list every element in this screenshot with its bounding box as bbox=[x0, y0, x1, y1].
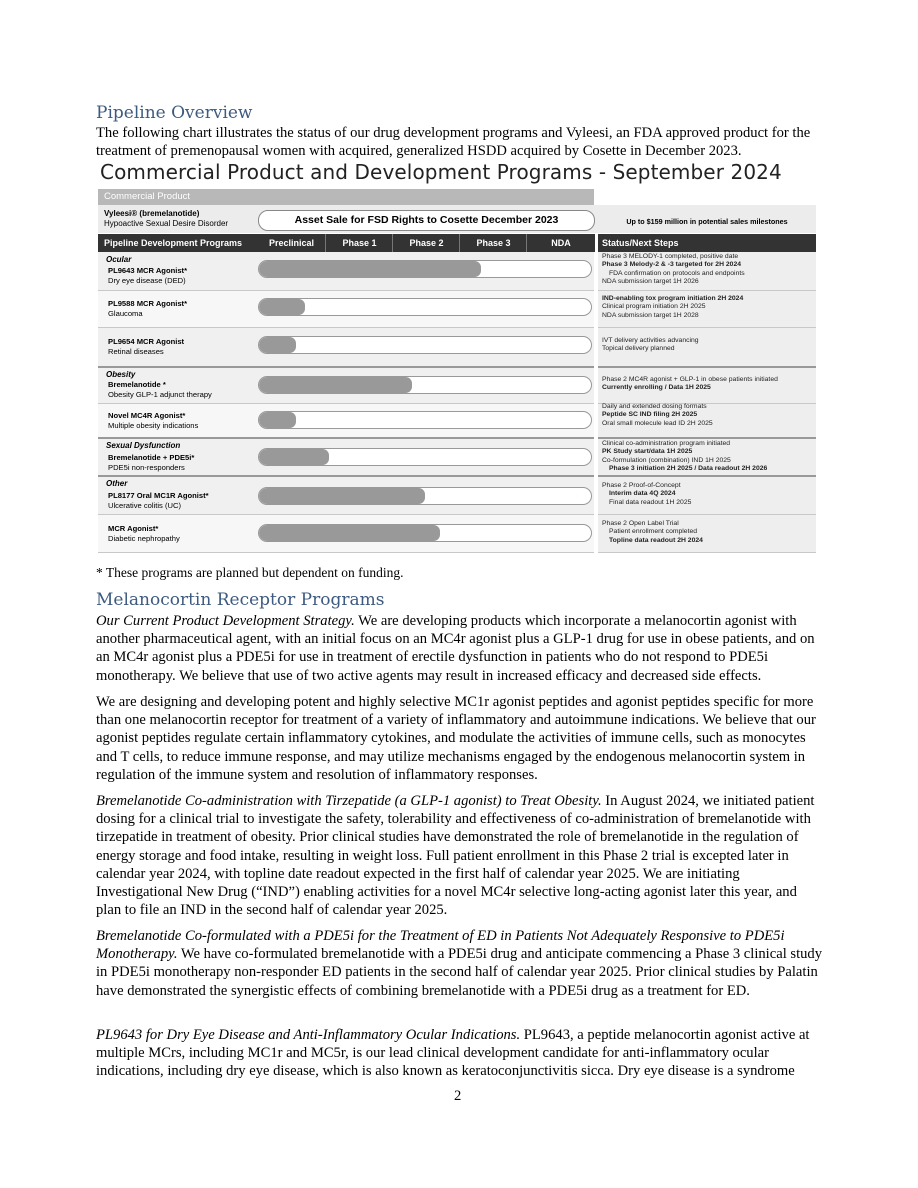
status-text-pl9654 bbox=[602, 337, 816, 354]
category-other: Other bbox=[106, 479, 128, 488]
status-line: Currently enrolling / Data 1H 2025 bbox=[602, 384, 711, 392]
status-line: Phase 3 initiation 2H 2025 / Data readout 2H 2026 bbox=[609, 465, 768, 473]
paragraph-pde5i bbox=[96, 927, 824, 1000]
progress-bar bbox=[259, 337, 296, 353]
status-line: Clinical program initiation 2H 2025 bbox=[602, 303, 706, 311]
header-preclinical: Preclinical bbox=[258, 234, 325, 252]
paragraph-tirzepatide bbox=[96, 792, 824, 919]
program-label bbox=[108, 380, 212, 400]
section-heading-melanocortin: Melanocortin Receptor Programs bbox=[96, 590, 385, 610]
program-name: PL9588 MCR Agonist* bbox=[108, 299, 188, 308]
status-text-mcr-agonist bbox=[602, 520, 816, 545]
sales-milestone-text: Up to $159 million in potential sales milestones bbox=[626, 217, 788, 226]
progress-track bbox=[258, 336, 592, 354]
program-name: PL8177 Oral MC1R Agonist* bbox=[108, 491, 209, 500]
paragraph-pl9643 bbox=[96, 1026, 824, 1081]
program-indication: Ulcerative colitis (UC) bbox=[108, 501, 181, 510]
header-status: Status/Next Steps bbox=[598, 234, 816, 252]
progress-bar bbox=[259, 449, 329, 465]
progress-bar bbox=[259, 299, 305, 315]
commercial-product-label bbox=[104, 209, 228, 229]
progress-track bbox=[258, 411, 592, 429]
status-line: FDA confirmation on protocols and endpoints bbox=[609, 269, 745, 277]
program-indication: Multiple obesity indications bbox=[108, 421, 199, 430]
status-line: Oral small molecule lead ID 2H 2025 bbox=[602, 419, 713, 427]
program-label bbox=[108, 411, 198, 431]
paragraph-body: In August 2024, we initiated patient dosing for a clinical trial to investigate the safety, tolerability and effectiveness of co-administration of bremelanotide with tirzepatide in treatment of obesity. Prior clinical studies have demonstrated the role of bremelanotide in the regulation of energy storage and food intake, resulting in weight loss. Full patient enrollment in this Phase 2 trial is excepted later in calendar year 2024, with topline date readout expected in the first half of calendar year 2025. We are initiating Investigational New Drug (“IND”) enabling activities for a novel MC4r selective long-acting agonist later this year, and plan to file an IND in the second half of calendar year 2025. bbox=[96, 793, 815, 919]
pipeline-chart bbox=[98, 189, 816, 553]
program-name: Bremelanotide * bbox=[108, 380, 166, 389]
progress-track bbox=[258, 524, 592, 542]
header-phase1: Phase 1 bbox=[325, 234, 393, 252]
progress-bar bbox=[259, 525, 440, 541]
header-phase2: Phase 2 bbox=[392, 234, 460, 252]
paragraph-lead: Bremelanotide Co-formulated with a PDE5i for the Treatment of ED in Patients Not Adequately Responsive to PDE5i Monotherapy. bbox=[96, 928, 785, 963]
program-name: Bremelanotide + PDE5i* bbox=[108, 453, 195, 462]
paragraph-mc1r: We are designing and developing potent and highly selective MC1r agonist peptides and agonist peptides specific for more than one melanocortin receptor for treatment of a variety of inflammatory and autoimmune indications. We believe that our agonist peptides regulate certain inflammatory cytokines, and modulate the activities of immune cells, such as monocytes and T cells, to reduce immune response, and may utilize mechanisms engaged by the endogenous melanocortin system in regulation of the immune system and resolution of inflammatory responses. bbox=[96, 694, 816, 783]
status-line: Final data readout 1H 2025 bbox=[609, 498, 692, 506]
status-text-novel-mc4r bbox=[602, 403, 816, 428]
header-nda: NDA bbox=[526, 234, 595, 252]
status-line: Daily and extended dosing formats bbox=[602, 403, 707, 410]
asset-sale-pill: Asset Sale for FSD Rights to Cosette December 2023 bbox=[258, 210, 595, 231]
program-indication: Dry eye disease (DED) bbox=[108, 276, 186, 285]
program-name: MCR Agonist* bbox=[108, 524, 159, 533]
paragraph-body: PL9643, a peptide melanocortin agonist active at multiple MCrs, including MC1r and MC5r, is our lead clinical development candidate for anti-inflammatory ocular indications, including dry eye disease, which is also known as keratoconjunctivitis sicca. Dry eye disease is a syndrome bbox=[96, 1027, 810, 1080]
status-line: Phase 3 Melody-2 & -3 targeted for 2H 2024 bbox=[602, 261, 742, 269]
header-programs: Pipeline Development Programs bbox=[98, 234, 258, 252]
status-text-bremelanotide-obesity bbox=[602, 376, 816, 393]
status-line: Clinical co-administration program initiated bbox=[602, 440, 731, 447]
progress-bar bbox=[259, 261, 481, 277]
status-line: IVT delivery activities advancing bbox=[602, 337, 699, 344]
paragraph-strategy bbox=[96, 612, 824, 685]
status-line: PK Study start/data 1H 2025 bbox=[602, 448, 693, 456]
category-sexual-dysfunction: Sexual Dysfunction bbox=[106, 441, 181, 450]
status-line: Phase 2 Open Label Trial bbox=[602, 520, 679, 527]
commercial-product-indication: Hypoactive Sexual Desire Disorder bbox=[104, 219, 229, 228]
intro-paragraph: The following chart illustrates the status of our drug development programs and Vyleesi, an FDA approved product for the treatment of premenopausal women with acquired, generalized HSDD acquired by Cosette in December 2023. bbox=[96, 125, 811, 160]
status-line: IND-enabling tox program initiation 2H 2024 bbox=[602, 295, 744, 302]
status-text-bremelanotide-pde5i bbox=[602, 440, 816, 474]
commercial-product-header: Commercial Product bbox=[98, 189, 594, 205]
program-label bbox=[108, 524, 180, 544]
status-line: Peptide SC IND filing 2H 2025 bbox=[602, 411, 698, 419]
progress-track bbox=[258, 487, 592, 505]
category-ocular: Ocular bbox=[106, 255, 132, 264]
program-label bbox=[108, 491, 209, 511]
progress-bar bbox=[259, 488, 425, 504]
category-obesity: Obesity bbox=[106, 370, 136, 379]
chart-title: Commercial Product and Development Programs - September 2024 bbox=[100, 160, 782, 184]
progress-track bbox=[258, 376, 592, 394]
program-name: Novel MC4R Agonist* bbox=[108, 411, 186, 420]
progress-track bbox=[258, 448, 592, 466]
status-line: Patient enrollment completed bbox=[609, 528, 698, 536]
commercial-product-name: Vyleesi® (bremelanotide) bbox=[104, 209, 200, 218]
progress-bar bbox=[259, 377, 412, 393]
program-indication: Glaucoma bbox=[108, 309, 143, 318]
program-indication: Retinal diseases bbox=[108, 347, 164, 356]
paragraph-lead: Our Current Product Development Strategy. bbox=[96, 613, 355, 629]
program-name: PL9654 MCR Agonist bbox=[108, 337, 185, 346]
status-text-pl8177 bbox=[602, 482, 816, 507]
program-indication: PDE5i non-responders bbox=[108, 463, 185, 472]
paragraph-body: We have co-formulated bremelanotide with a PDE5i drug and anticipate commencing a Phase 3 clinical study in PDE5i monotherapy non-responder ED patients in the second half of calendar year 2025. Prior clinical studies by Palatin have demonstrated the synergistic effects of combining bremelanotide with a PDE5i drug as a treatment for ED. bbox=[96, 946, 823, 999]
status-line: Interim data 4Q 2024 bbox=[609, 490, 676, 498]
status-line: Co-formulation (combination) IND 1H 2025 bbox=[602, 456, 731, 464]
program-label bbox=[108, 266, 187, 286]
program-indication: Obesity GLP-1 adjunct therapy bbox=[108, 390, 212, 399]
program-label bbox=[108, 453, 194, 473]
header-phase3: Phase 3 bbox=[459, 234, 527, 252]
program-name: PL9643 MCR Agonist* bbox=[108, 266, 188, 275]
section-heading-pipeline: Pipeline Overview bbox=[96, 103, 253, 123]
program-label bbox=[108, 337, 184, 357]
program-label bbox=[108, 299, 187, 319]
status-line: Topline data readout 2H 2024 bbox=[609, 536, 703, 544]
progress-track bbox=[258, 298, 592, 316]
paragraph-lead: Bremelanotide Co-administration with Tirzepatide (a GLP-1 agonist) to Treat Obesity. bbox=[96, 793, 602, 809]
status-text-pl9588 bbox=[602, 295, 816, 320]
status-line: Topical delivery planned bbox=[602, 345, 675, 353]
status-line: Phase 2 Proof-of-Concept bbox=[602, 482, 681, 489]
status-line: NDA submission target 1H 2026 bbox=[602, 278, 699, 286]
program-indication: Diabetic nephropathy bbox=[108, 534, 180, 543]
status-line: NDA submission target 1H 2028 bbox=[602, 311, 699, 319]
page-number: 2 bbox=[454, 1088, 462, 1104]
paragraph-lead: PL9643 for Dry Eye Disease and Anti-Inflammatory Ocular Indications. bbox=[96, 1027, 521, 1043]
funding-footnote: * These programs are planned but dependent on funding. bbox=[96, 565, 404, 580]
progress-bar bbox=[259, 412, 296, 428]
status-line: Phase 3 MELODY-1 completed, positive date bbox=[602, 253, 739, 260]
paragraph-body: We are developing products which incorporate a melanocortin agonist with another pharmaceutical agent, with an initial focus on an MC4r agonist plus a GLP-1 drug for use in obese patients, and on an MC4r agonist plus a PDE5i for use in treatment of erectile dysfunction in patients who do not respond to PDE5i monotherapy. We believe that use of two active agents may result in increased efficacy and decreased side effects. bbox=[96, 613, 815, 684]
status-text-pl9643 bbox=[602, 253, 816, 287]
status-line: Phase 2 MC4R agonist + GLP-1 in obese patients initiated bbox=[602, 376, 778, 383]
progress-track bbox=[258, 260, 592, 278]
